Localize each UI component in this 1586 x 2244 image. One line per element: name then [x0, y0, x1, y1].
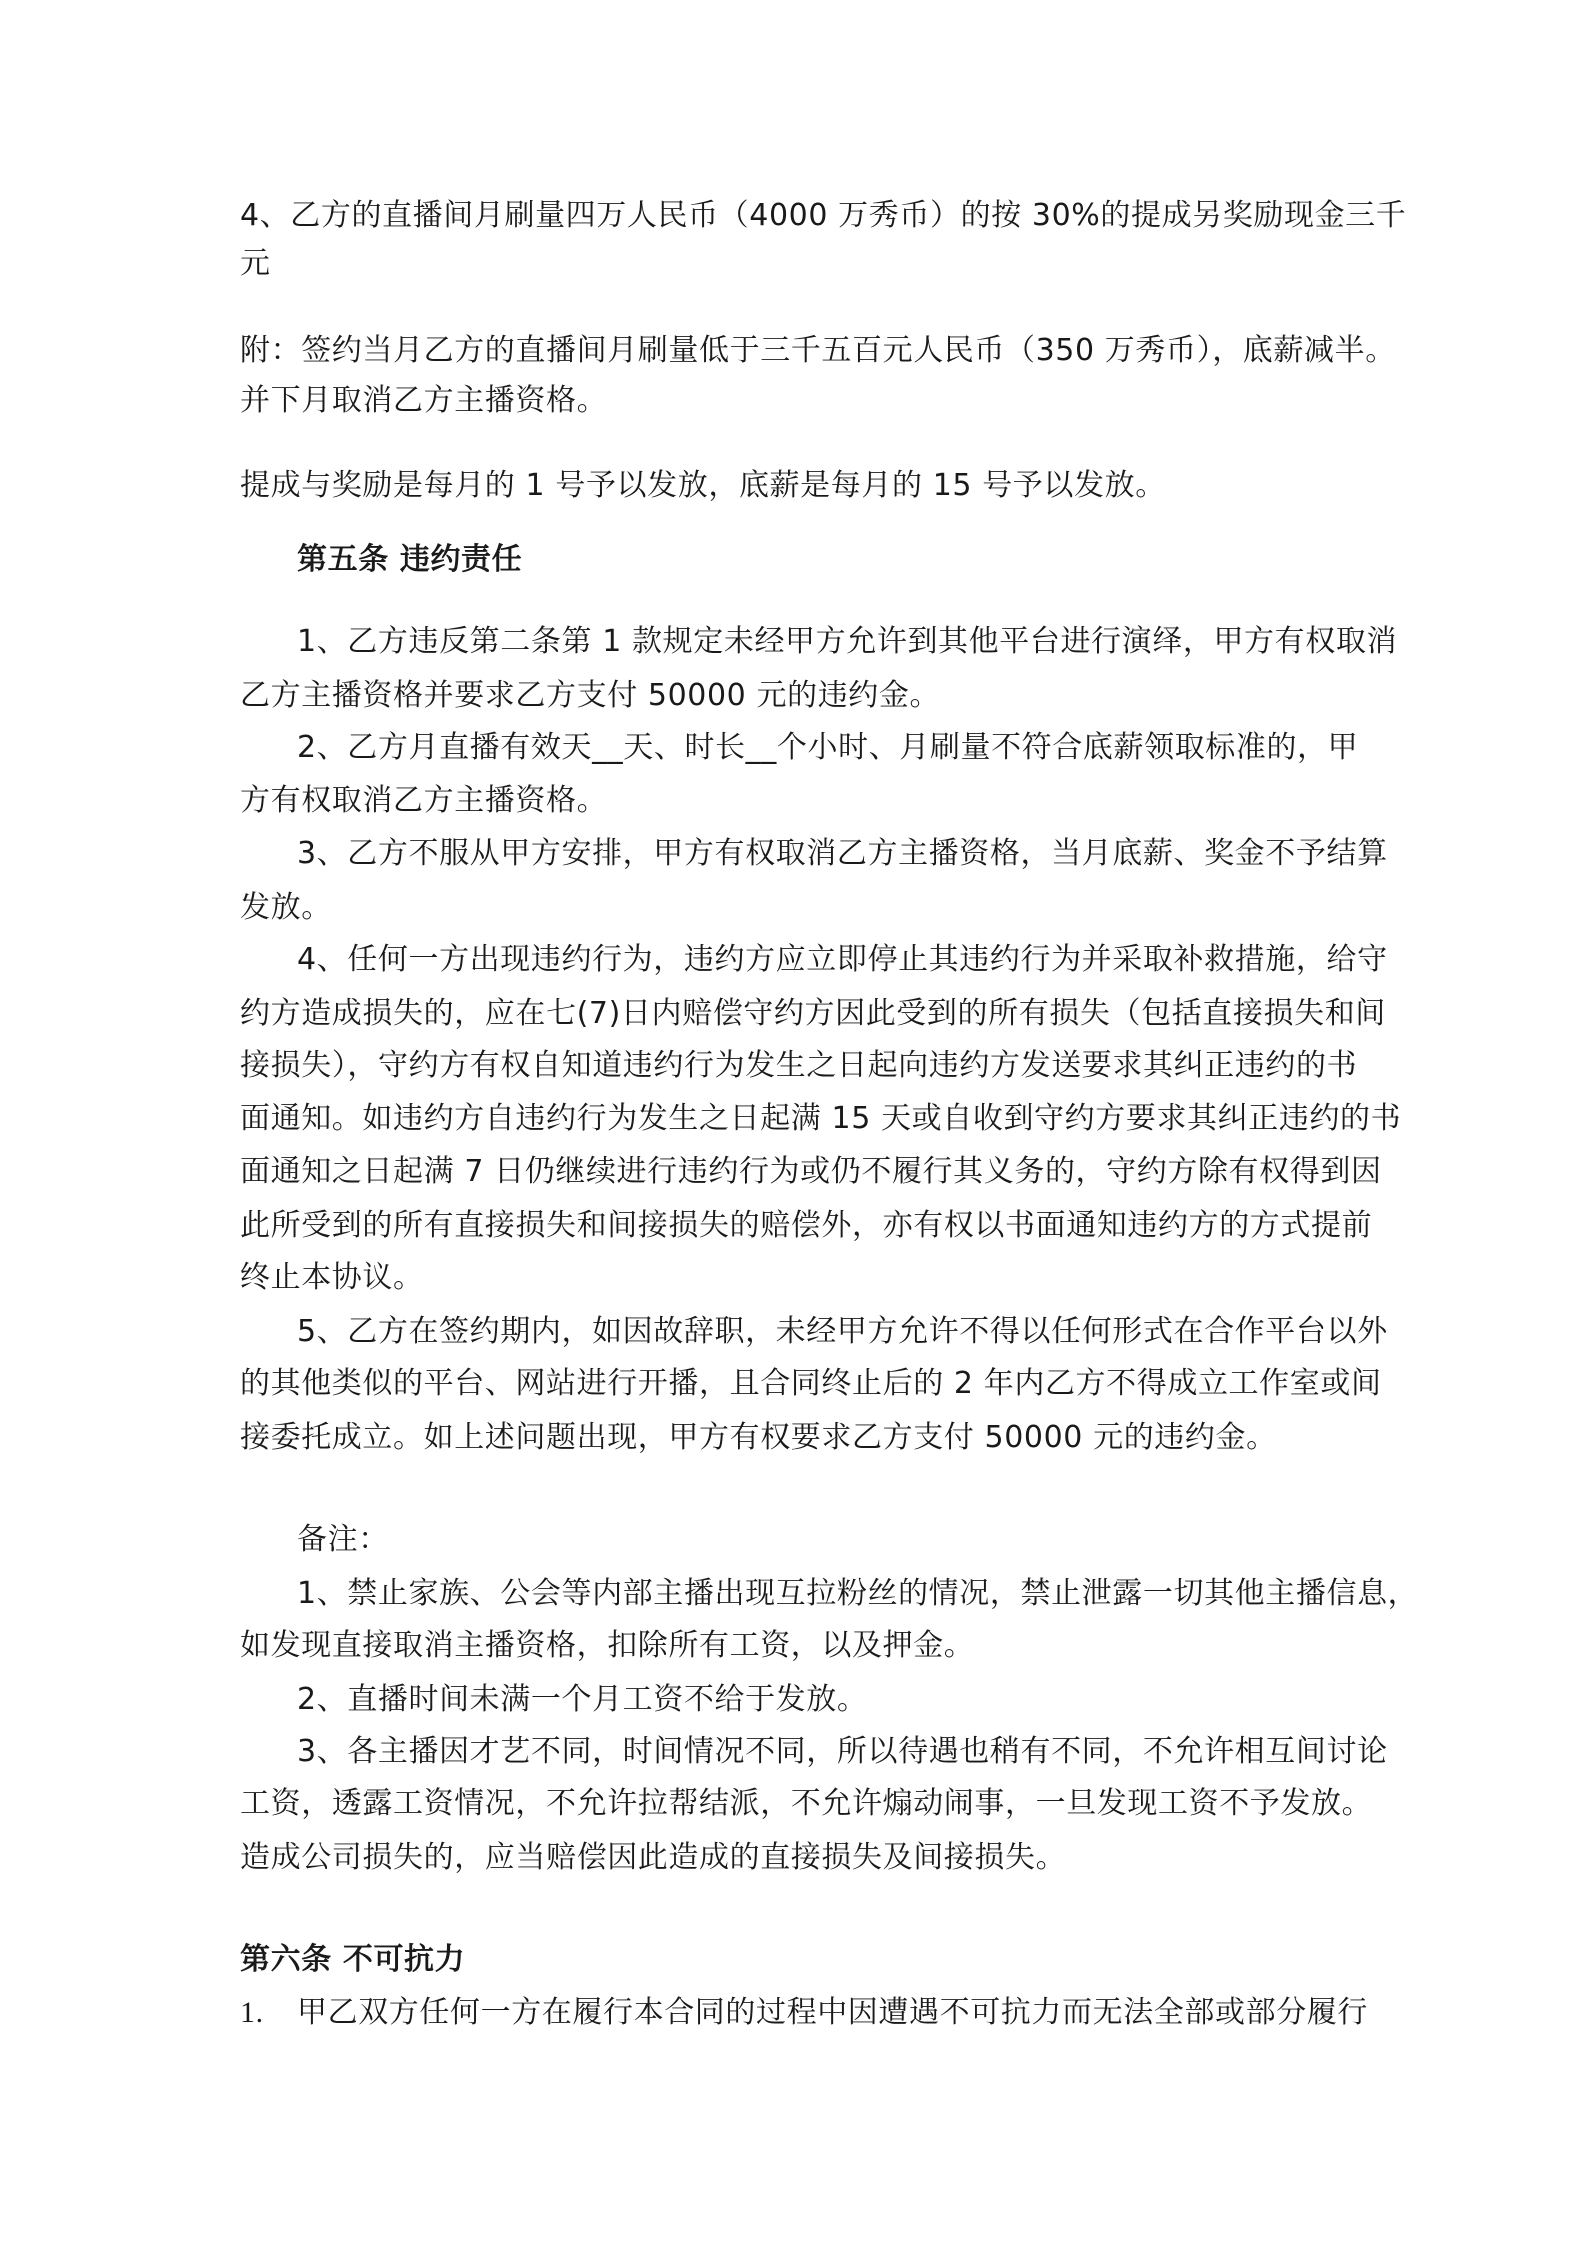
article-5-heading: 第五条 违约责任	[297, 542, 523, 577]
payment-schedule: 提成与奖励是每月的 1 号予以发放，底薪是每月的 15 号予以发放。	[240, 468, 1166, 503]
article-5-item-4-line-7: 终止本协议。	[240, 1260, 424, 1295]
notes-item-3-line-1: 3、各主播因才艺不同，时间情况不同，所以待遇也稍有不同，不允许相互间讨论	[297, 1734, 1388, 1769]
notes-item-1-line-1: 1、禁止家族、公会等内部主播出现互拉粉丝的情况，禁止泄露一切其他主播信息，	[297, 1576, 1419, 1611]
article-6-item-1-text: 甲乙双方任何一方在履行本合同的过程中因遭遇不可抗力而无法全部或部分履行	[297, 1995, 1368, 2030]
notes-item-3-line-2: 工资，透露工资情况，不允许拉帮结派，不允许煽动闹事，一旦发现工资不予发放。	[240, 1786, 1373, 1821]
article-5-item-4-line-5: 面通知之日起满 7 日仍继续进行违约行为或仍不履行其义务的，守约方除有权得到因	[240, 1154, 1382, 1189]
article-6-item-1	[240, 1993, 1368, 2033]
commission-item-4-line-2: 元	[240, 246, 271, 281]
appendix-line-1: 附：签约当月乙方的直播间月刷量低于三千五百元人民币（350 万秀币），底薪减半。	[240, 333, 1396, 368]
article-5-item-2-line-1: 2、乙方月直播有效天__天、时长__个小时、月刷量不符合底薪领取标准的，甲	[297, 730, 1359, 765]
commission-item-4-line-1: 4、乙方的直播间月刷量四万人民币（4000 万秀币）的按 30%的提成另奖励现金三千	[240, 198, 1407, 233]
notes-item-2: 2、直播时间未满一个月工资不给于发放。	[297, 1682, 868, 1717]
article-5-item-5-line-1: 5、乙方在签约期内，如因故辞职，未经甲方允许不得以任何形式在合作平台以外	[297, 1314, 1388, 1349]
notes-item-3-line-3: 造成公司损失的，应当赔偿因此造成的直接损失及间接损失。	[240, 1840, 1067, 1875]
notes-item-1-line-2: 如发现直接取消主播资格，扣除所有工资，以及押金。	[240, 1628, 975, 1663]
appendix-line-2: 并下月取消乙方主播资格。	[240, 383, 608, 418]
notes-heading: 备注：	[297, 1522, 389, 1557]
article-5-item-5-line-3: 接委托成立。如上述问题出现，甲方有权要求乙方支付 50000 元的违约金。	[240, 1420, 1277, 1455]
article-6-item-1-number: 1.	[240, 1996, 264, 2029]
article-6-heading: 第六条 不可抗力	[240, 1942, 466, 1977]
article-5-item-2-line-2: 方有权取消乙方主播资格。	[240, 783, 608, 818]
article-5-item-4-line-6: 此所受到的所有直接损失和间接损失的赔偿外，亦有权以书面通知违约方的方式提前	[240, 1208, 1373, 1243]
article-5-item-3-line-2: 发放。	[240, 890, 332, 925]
article-5-item-5-line-2: 的其他类似的平台、网站进行开播，且合同终止后的 2 年内乙方不得成立工作室或间	[240, 1366, 1382, 1401]
article-5-item-4-line-3: 接损失），守约方有权自知道违约行为发生之日起向违约方发送要求其纠正违约的书	[240, 1048, 1358, 1083]
article-5-item-3-line-1: 3、乙方不服从甲方安排，甲方有权取消乙方主播资格，当月底薪、奖金不予结算	[297, 836, 1388, 871]
article-5-item-1-line-2: 乙方主播资格并要求乙方支付 50000 元的违约金。	[240, 678, 941, 713]
article-5-item-4-line-4: 面通知。如违约方自违约行为发生之日起满 15 天或自收到守约方要求其纠正违约的书	[240, 1101, 1402, 1136]
article-5-item-4-line-2: 约方造成损失的，应在七(7)日内赔偿守约方因此受到的所有损失（包括直接损失和间	[240, 996, 1386, 1031]
article-5-item-1-line-1: 1、乙方违反第二条第 1 款规定未经甲方允许到其他平台进行演绎，甲方有权取消	[297, 624, 1398, 659]
article-5-item-4-line-1: 4、任何一方出现违约行为，违约方应立即停止其违约行为并采取补救措施，给守	[297, 942, 1388, 977]
